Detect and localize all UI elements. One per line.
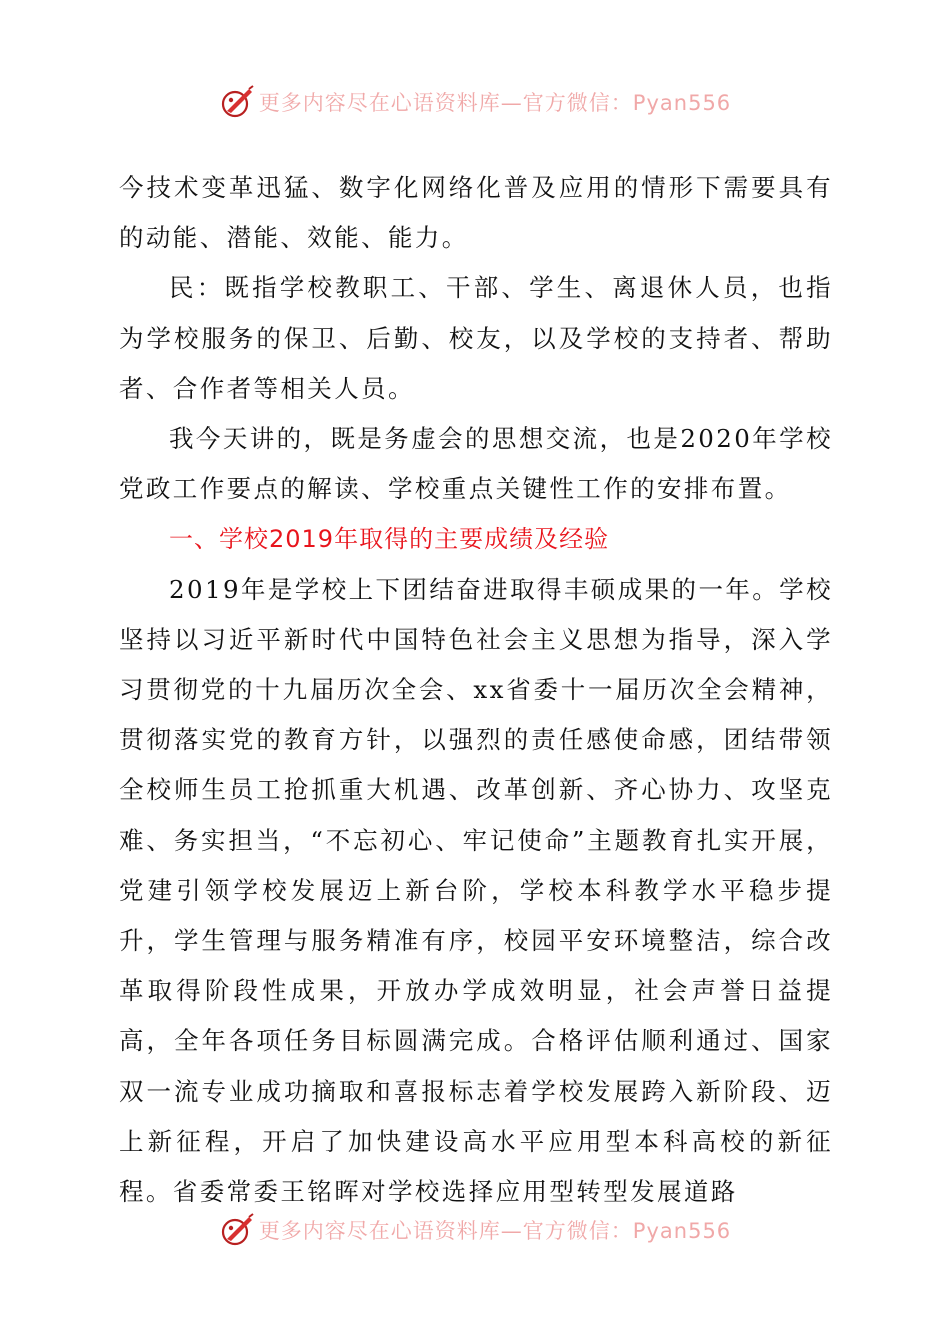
quill-logo-icon [219, 1212, 255, 1248]
paragraph-continuation: 今技术变革迅猛、数字化网络化普及应用的情形下需要具有的动能、潜能、效能、能力。 [119, 173, 833, 253]
watermark-text: 更多内容尽在心语资料库—官方微信：Pyan556 [258, 1219, 732, 1243]
quill-logo-icon [219, 84, 255, 120]
document-body [119, 163, 833, 1217]
watermark-text: 更多内容尽在心语资料库—官方微信：Pyan556 [258, 91, 732, 115]
paragraph-intro: 我今天讲的，既是务虚会的思想交流，也是2020年学校党政工作要点的解读、学校重点关键性工作的安排布置。 [119, 424, 833, 504]
paragraph-definition: 民：既指学校教职工、干部、学生、离退休人员，也指为学校服务的保卫、后勤、校友，以及学校的支持者、帮助者、合作者等相关人员。 [119, 273, 833, 403]
paragraph-section-body: 2019年是学校上下团结奋进取得丰硕成果的一年。学校坚持以习近平新时代中国特色社会主义思想为指导，深入学习贯彻党的十九届历次全会、xx省委十一届历次全会精神，贯彻落实党的教育方针，以强烈的责任感使命感，团结带领全校师生员工抢抓重大机遇、改革创新、齐心协力、攻坚克难、务实担当，“不忘初心、牢记使命”主题教育扎实开展，党建引领学校发展迈上新台阶，学校本科教学水平稳步提升，学生管理与服务精准有序，校园平安环境整洁，综合改革取得阶段性成果，开放办学成效明显，社会声誉日益提高，全年各项任务目标圆满完成。合格评估顺利通过、国家双一流专业成功摘取和喜报标志着学校发展跨入新阶段、迈上新征程，开启了加快建设高水平应用型本科高校的新征程。省委常委王铭晖对学校选择应用型转型发展道路 [119, 574, 833, 1207]
watermark-banner-top [0, 80, 950, 124]
section-heading: 一、学校2019年取得的主要成绩及经验 [169, 525, 610, 554]
watermark-banner-bottom [0, 1208, 950, 1252]
